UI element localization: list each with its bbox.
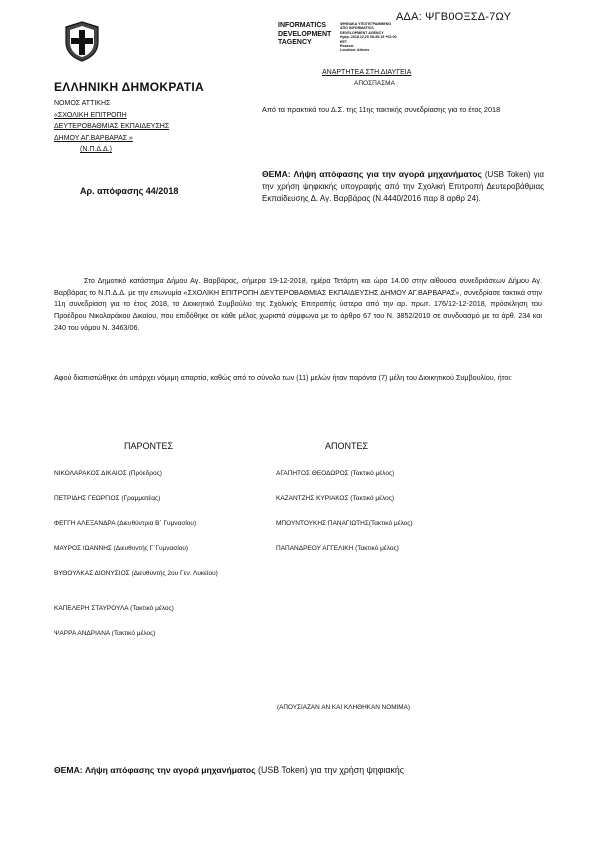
signature-line: EET bbox=[340, 39, 347, 44]
signature-line: Location: Athens bbox=[340, 48, 370, 53]
signature-line: DEVELOPMENT AGENCY bbox=[340, 30, 384, 35]
subject-block bbox=[262, 168, 544, 205]
prefecture: ΝΟΜΟΣ ΑΤΤΙΚΗΣ bbox=[54, 100, 111, 107]
absent-member: ΠΑΠΑΝΔΡΕΟΥ ΑΓΓΕΛΙΚΗ (Τακτικό μέλος) bbox=[276, 545, 399, 552]
signature-line: ΨΗΦΙΑΚΑ ΥΠΟΓΕΓΡΑΜΜΕΝΟ bbox=[340, 22, 392, 26]
subject-repeat-rest: (USB Token) για την χρήση ψηφιακής bbox=[258, 765, 405, 775]
agency-line-1: INFORMATICS bbox=[278, 22, 327, 29]
agency-line-3: TAGENCY bbox=[278, 39, 312, 46]
meeting-paragraph: Στο Δημοτικό κατάστημα Δήμου Αγ. Βαρβάρας, σήμερα 19-12-2018, ημέρα Τετάρτη και ώρα 14.00 στην αίθουσα συνεδριάσεων Δήμου Αγ. Βαρβάρας το Ν.Π.Δ.Δ. με την επωνυμία «ΣΧΟΛΙΚΗ ΕΠΙΤΡΟΠΗ ΔΕΥΤΕΡΟΒΑΘΜΙΑΣ ΕΚΠΑΙΔΕΥΣΗΣ ΔΗΜΟΥ ΑΓ.ΒΑΡΒΑΡΑΣ», συνεδρίασε τακτικά στην 11η συνεδρίαση για το έτος 2018, το Διοικητικό Συμβούλιο της Σχολικής Επιτροπής ύστερα από την αρ. πρωτ. 176/12-12-2018, πρόσκληση του Προέδρου Νικολαράκου Δικαίου, που επιδόθηκε σε κάθε μέλος χωριστά σύμφωνα με το άρθρο 67 του Ν. 3852/2010 σε συνδυασμό με τα άρθ. 234 και 240 του νόμου Ν. 3463/06. bbox=[54, 276, 542, 332]
org-abbrev: (Ν.Π.Δ.Δ.) bbox=[80, 146, 112, 153]
absent-member: ΚΑΖΑΝΤΖΗΣ ΚΥΡΙΑΚΟΣ (Τακτικό μέλος) bbox=[276, 495, 395, 502]
present-member: ΒΥΘΟΥΛΚΑΣ ΔΙΟΝΥΣΙΟΣ (Διευθυντής 2ου Γεν. Λυκείου) bbox=[54, 570, 218, 577]
subject-rest: (USB Token) για την χρήση ψηφιακής υπογραφής από την Σχολική Επιτροπή Δευτεροβάθμιας Εκπαίδευσης Δ. Αγ. Βαρβάρας (Ν.4440/2016 παρ 8 αρθρ 24). bbox=[262, 170, 544, 203]
greek-coat-of-arms-icon bbox=[62, 20, 102, 63]
present-header: ΠΑΡΟΝΤΕΣ bbox=[124, 441, 174, 451]
present-member: ΝΙΚΟΛΑΡΑΚΟΣ ΔΙΚΑΙΟΣ (Πρόεδρος) bbox=[54, 470, 162, 477]
republic-title: ΕΛΛΗΝΙΚΗ ΔΗΜΟΚΡΑΤΙΑ bbox=[54, 80, 204, 94]
subject-repeat-title: Λήψη απόφασης την αγορά μηχανήματος bbox=[85, 765, 256, 775]
present-member: ΦΕΓΓΗ ΑΛΕΞΑΝΔΡΑ (Διευθύντρια Β΄ Γυμνασίου) bbox=[54, 520, 197, 527]
informatics-development-agency-label bbox=[278, 22, 331, 48]
absent-member: ΜΠΟΥΝΤΟΥΚΗΣ ΠΑΝΑΓΙΩΤΗΣ(Τακτικό μέλος) bbox=[276, 520, 413, 527]
org-line-2: ΔΕΥΤΕΡΟΒΑΘΜΙΑΣ ΕΚΠΑΙΔΕΥΣΗΣ bbox=[54, 123, 170, 130]
quorum-paragraph: Αφού διαπιστώθηκε ότι υπάρχει νόμιμη απαρτία, καθώς από το σύνολο των (11) μελών ήταν παρόντα (7) μέλη του Διοικητικού Συμβουλίου, ήτοι: bbox=[54, 373, 512, 382]
organization-block bbox=[54, 98, 169, 156]
present-member: ΨΑΡΡΑ ΑΝΔΡΙΑΝΑ (Τακτικό μέλος) bbox=[54, 630, 156, 637]
decision-number: Αρ. απόφασης 44/2018 bbox=[80, 186, 179, 196]
absence-note: (ΑΠΟΥΣΙΑΖΑΝ ΑΝ ΚΑΙ ΚΛΗΘΗΚΑΝ ΝΟΜΙΜΑ) bbox=[277, 704, 411, 711]
excerpt-label: ΑΠΟΣΠΑΣΜΑ bbox=[354, 80, 395, 87]
subject-title: Λήψη απόφασης για την αγορά μηχανήματος bbox=[293, 169, 483, 179]
present-member: ΚΑΠΕΛΕΡΗ ΣΤΑΥΡΟΥΛΑ (Τακτικό μέλος) bbox=[54, 605, 174, 612]
signature-line: Ημερ: 2018.12.20 08:35:19 +02:00 bbox=[340, 35, 397, 40]
ada-code: ΑΔΑ: ΨΓΒ0ΟΞΣΔ-7ΩΥ bbox=[396, 11, 512, 23]
absent-member: ΑΓΑΠΗΤΟΣ ΘΕΟΔΩΡΟΣ (Τακτικό μέλος) bbox=[276, 470, 395, 477]
signature-line: Reason: bbox=[340, 44, 355, 49]
digital-signature-details bbox=[340, 22, 397, 53]
org-line-1: «ΣΧΟΛΙΚΗ ΕΠΙΤΡΟΠΗ bbox=[54, 111, 127, 119]
present-member: ΠΕΤΡΙΔΗΣ ΓΕΩΡΓΙΟΣ (Γραμματέας) bbox=[54, 495, 161, 502]
subject-repeat bbox=[54, 765, 543, 775]
absent-header: ΑΠΟΝΤΕΣ bbox=[325, 441, 369, 451]
present-member: ΜΑΥΡΟΣ ΙΩΑΝΝΗΣ (Διευθυντής Γ΄Γυμνασίου) bbox=[54, 545, 189, 552]
subject-repeat-label: ΘΕΜΑ: bbox=[54, 765, 83, 775]
publishable-label: ΑΝΑΡΤΗΤΕΑ ΣΤΗ ΔΙΑΥΓΕΙΑ bbox=[322, 69, 412, 76]
signature-line: ΑΠΟ INFORMATICS bbox=[340, 26, 374, 31]
org-line-3: ΔΗΜΟΥ ΑΓ.ΒΑΡΒΑΡΑΣ » bbox=[54, 134, 133, 142]
agency-line-2: DEVELOPMENT bbox=[278, 30, 332, 38]
minutes-reference: Από τα πρακτικά του Δ.Σ. της 11ης τακτικής συνεδρίασης για το έτος 2018 bbox=[262, 105, 501, 114]
subject-label: ΘΕΜΑ: bbox=[262, 169, 291, 179]
